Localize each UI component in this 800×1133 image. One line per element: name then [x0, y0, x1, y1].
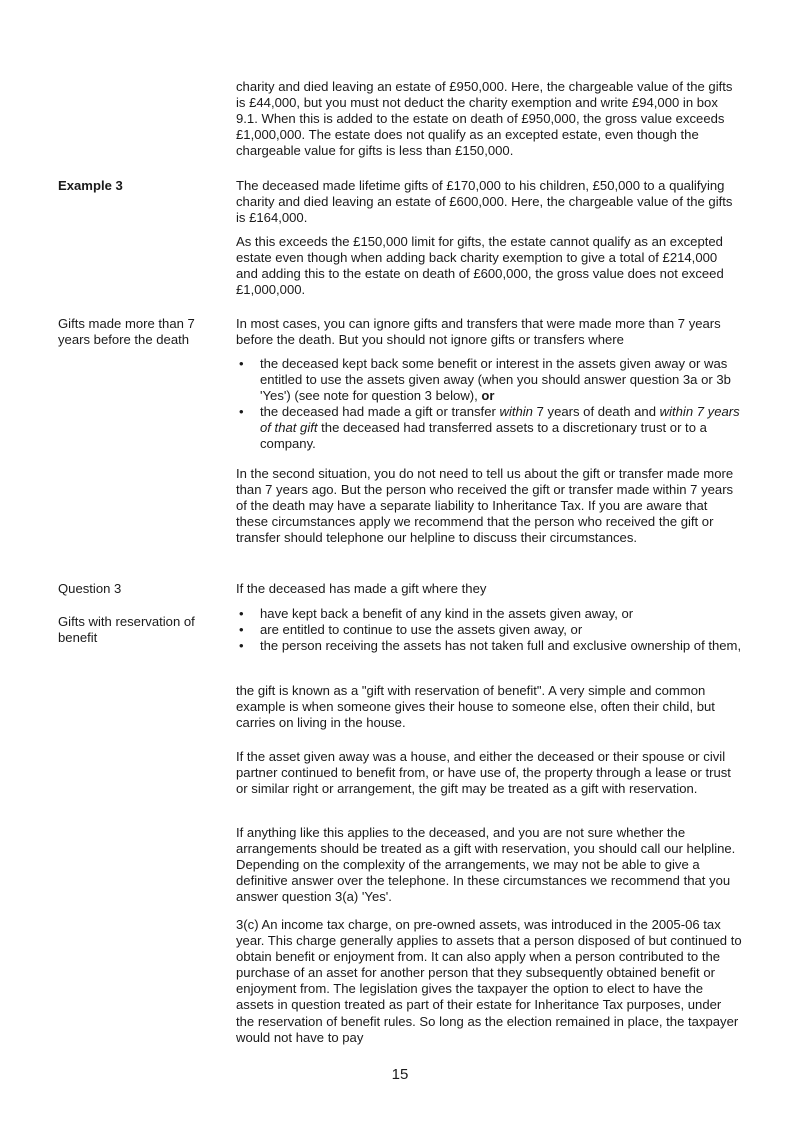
gifts-7-years-intro: In most cases, you can ignore gifts and transfers that were made more than 7 years before the death. But you should not ignore gifts or transfers where: [236, 316, 721, 348]
question-3-paragraph-2: If the asset given away was a house, and either the deceased or their spouse or civil partner continued to benefit from, or have use of, the property through a lease or trust or similar right or arrangement, the gift may be treated as a gift with reservation.: [236, 749, 731, 797]
question-3-heading: Question 3: [58, 581, 122, 596]
question-3-intro: If the deceased has made a gift where they: [236, 581, 487, 596]
page-number: 15: [391, 1066, 409, 1083]
question-3-paragraph-3: If anything like this applies to the deceased, and you are not sure whether the arrangements should be treated as a gift with reservation, you should call our helpline. Depending on the complexity of the arrangements, we may not be able to give a definitive answer over the telephone. In these circumstances we recommend that you answer question 3(a) 'Yes'.: [236, 825, 736, 905]
gifts-7-years-paragraph: In the second situation, you do not need to tell us about the gift or transfer made more than 7 years ago. But the person who received the gift or transfer made within 7 years of the death may have a separate liability to Inheritance Tax. If you are aware that these circumstances apply we recommend that the person who received the gift or transfer should telephone our helpline to discuss their circumstances.: [236, 466, 734, 546]
example-3-paragraph-2: As this exceeds the £150,000 limit for gifts, the estate cannot qualify as an excepted estate even though when adding back charity exemption to give a total of £214,000 and adding this to the estate on death of £600,000, the gross value does not exceed £1,000,000.: [236, 234, 724, 298]
gifts-with-reservation-heading: Gifts with reservation of benefit: [58, 614, 195, 646]
question-3-paragraph-4: 3(c) An income tax charge, on pre-owned assets, was introduced in the 2005-06 tax year. This charge generally applies to assets that a person disposed of but continued to obtain benefit or enjoyment from. It can also apply when a person contributed to the purchase of an asset for another person that they subsequently obtained benefit or enjoyment from. The legislation gives the taxpayer the option to elect to have the assets in question treated as part of their estate for Inheritance Tax purposes, under the reservation of benefit rules. So long as the election remained in place, the taxpayer would not have to pay: [236, 917, 742, 1045]
example-3-paragraph-1: The deceased made lifetime gifts of £170,000 to his children, £50,000 to a qualifying charity and died leaving an estate of £600,000. Here, the chargeable value of the gifts is £164,000.: [236, 178, 733, 226]
list-item: • the deceased had made a gift or transfer within 7 years of death and within 7 years of that gift the deceased had transferred assets to a discretionary trust or to a company.: [236, 404, 742, 452]
example-3-heading: Example 3: [58, 178, 123, 193]
gifts-7-years-heading: Gifts made more than 7 years before the death: [58, 316, 195, 348]
list-item: • the person receiving the assets has not taken full and exclusive ownership of them,: [236, 638, 742, 654]
list-item: • are entitled to continue to use the assets given away, or: [236, 622, 742, 638]
continued-paragraph: charity and died leaving an estate of £950,000. Here, the chargeable value of the gifts is £44,000, but you must not deduct the charity exemption and write £94,000 in box 9.1. When this is added to the estate on death of £950,000, the gross value exceeds £1,000,000. The estate does not qualify as an excepted estate, even though the chargeable value for gifts is less than £150,000.: [236, 79, 733, 159]
list-item: • the deceased kept back some benefit or interest in the assets given away or was entitled to use the assets given away (when you should answer question 3a or 3b 'Yes') (see note for question 3 below), or: [236, 356, 742, 404]
question-3-bullet-list: [236, 606, 742, 654]
list-item: • have kept back a benefit of any kind in the assets given away, or: [236, 606, 742, 622]
gifts-7-years-bullet-list: [236, 356, 742, 453]
question-3-paragraph-1: the gift is known as a "gift with reservation of benefit". A very simple and common example is when someone gives their house to someone else, often their child, but carries on living in the house.: [236, 683, 715, 731]
